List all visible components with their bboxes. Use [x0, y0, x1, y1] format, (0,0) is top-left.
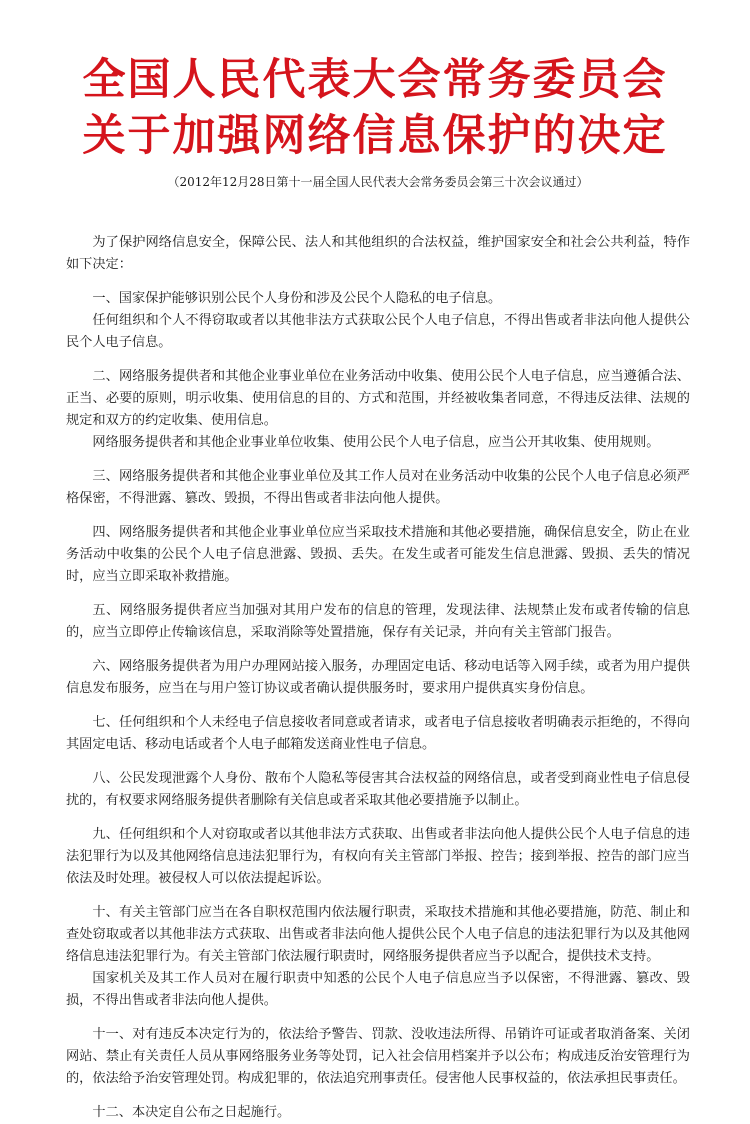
article-1-para-2: 任何组织和个人不得窃取或者以其他非法方式获取公民个人电子信息，不得出售或者非法向他人提供公民个人电子信息。 [66, 313, 690, 350]
article-6: 六、网络服务提供者为用户办理网站接入服务，办理固定电话、移动电话等入网手续，或者为用户提供信息发布服务，应当在与用户签订协议或者确认提供服务时，要求用户提供真实身份信息。 [66, 659, 690, 696]
article-8: 八、公民发现泄露个人身份、散布个人隐私等侵害其合法权益的网络信息，或者受到商业性电子信息侵扰的，有权要求网络服务提供者删除有关信息或者采取其他必要措施予以制止。 [66, 771, 690, 808]
article-2: 二、网络服务提供者和其他企业事业单位在业务活动中收集、使用公民个人电子信息，应当遵循合法、正当、必要的原则，明示收集、使用信息的目的、方式和范围，并经被收集者同意，不得违反法律、法规的规定和双方的约定收集、使用信息。 [66, 369, 690, 428]
article-12: 十二、本决定自公布之日起施行。 [92, 1105, 291, 1120]
article-2-para-2: 网络服务提供者和其他企业事业单位收集、使用公民个人电子信息，应当公开其收集、使用规则。 [92, 435, 660, 450]
article-7: 七、任何组织和个人未经电子信息接收者同意或者请求，或者电子信息接收者明确表示拒绝的，不得向其固定电话、移动电话或者个人电子邮箱发送商业性电子信息。 [66, 715, 690, 752]
article-5: 五、网络服务提供者应当加强对其用户发布的信息的管理，发现法律、法规禁止发布或者传输的信息的，应当立即停止传输该信息，采取消除等处置措施，保存有关记录，并向有关主管部门报告。 [66, 603, 690, 640]
article-1: 一、国家保护能够识别公民个人身份和涉及公民个人隐私的电子信息。 [92, 291, 502, 306]
document-body [66, 232, 690, 1124]
article-3: 三、网络服务提供者和其他企业事业单位及其工作人员对在业务活动中收集的公民个人电子信息必须严格保密，不得泄露、篡改、毁损，不得出售或者非法向他人提供。 [66, 469, 690, 506]
title-line-2: 关于加强网络信息保护的决定 [82, 111, 668, 161]
document-subtitle: （2012年12月28日第十一届全国人民代表大会常务委员会第三十次会议通过） [167, 175, 589, 189]
document-title [60, 0, 690, 164]
article-11: 十一、对有违反本决定行为的，依法给予警告、罚款、没收违法所得、吊销许可证或者取消备案、关闭网站、禁止有关责任人员从事网络服务业务等处罚，记入社会信用档案并予以公布；构成违反治安管理行为的，依法给予治安管理处罚。构成犯罪的，依法追究刑事责任。侵害他人民事权益的，依法承担民事责任。 [66, 1027, 690, 1086]
article-9: 九、任何组织和个人对窃取或者以其他非法方式获取、出售或者非法向他人提供公民个人电子信息的违法犯罪行为以及其他网络信息违法犯罪行为，有权向有关主管部门举报、控告；接到举报、控告的部门应当依法及时处理。被侵权人可以依法提起诉讼。 [66, 827, 690, 886]
article-10: 十、有关主管部门应当在各自职权范围内依法履行职责，采取技术措施和其他必要措施，防范、制止和查处窃取或者以其他非法方式获取、出售或者非法向他人提供公民个人电子信息的违法犯罪行为以及其他网络信息违法犯罪行为。有关主管部门依法履行职责时，网络服务提供者应当予以配合，提供技术支持。 [66, 905, 690, 964]
title-line-1: 全国人民代表大会常务委员会 [82, 55, 668, 105]
article-10-para-2: 国家机关及其工作人员对在履行职责中知悉的公民个人电子信息应当予以保密，不得泄露、篡改、毁损，不得出售或者非法向他人提供。 [66, 971, 690, 1008]
article-4: 四、网络服务提供者和其他企业事业单位应当采取技术措施和其他必要措施，确保信息安全，防止在业务活动中收集的公民个人电子信息泄露、毁损、丢失。在发生或者可能发生信息泄露、毁损、丢失的情况时，应当立即采取补救措施。 [66, 525, 690, 584]
preamble-paragraph: 为了保护网络信息安全，保障公民、法人和其他组织的合法权益，维护国家安全和社会公共利益，特作如下决定： [66, 235, 690, 272]
